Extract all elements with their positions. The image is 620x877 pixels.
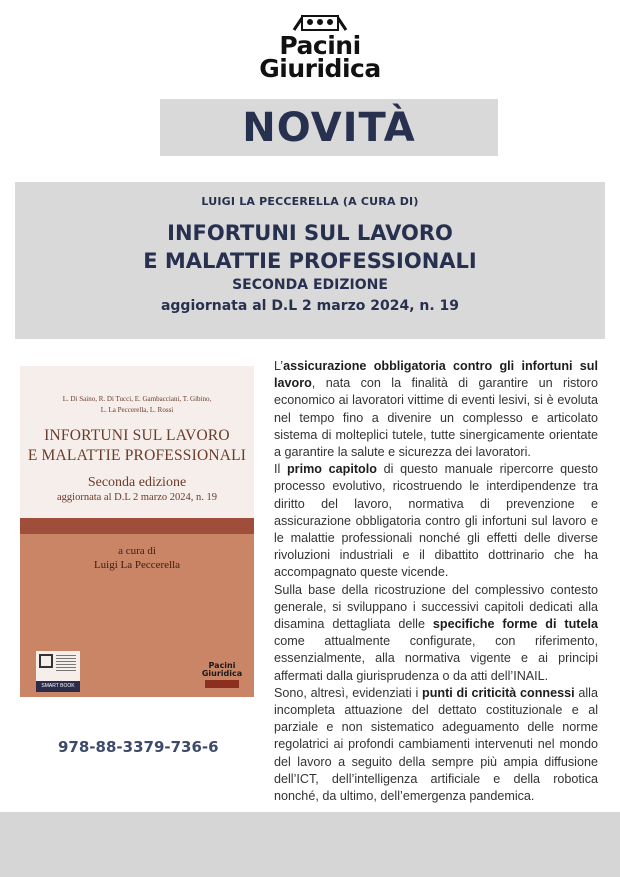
publisher-logo [250, 12, 390, 81]
footer-band [0, 812, 620, 877]
p4-highlight: punti di criticità connessi [422, 685, 575, 700]
smart-book-badge [36, 651, 80, 692]
p3-text-c: come attualmente configurate, con riferimento, essenzialmente, alla normativa vigente e ai principi affermati dalla giurisprudenza o da atti dell’INAIL. [274, 634, 598, 683]
book-description [274, 358, 598, 805]
book-cover [20, 366, 254, 697]
book-editor: LUIGI LA PECCERELLA (A CURA DI) [201, 195, 419, 208]
cover-logo-line2: Giuridica [201, 669, 243, 678]
book-header [15, 182, 605, 339]
cover-curated [20, 544, 254, 572]
p4-text-c: alla incompleta attuazione del dettato costituzionale e al parziale e non sistematico adeguamento delle norme regolatrici ai profondi cambiamenti intervenuti nel mondo del lavoro a seguito della sempre più ampia diffusione dell’ICT, dell’intelligenza artificiale e della robotica nonché, da ultimo, dell’emergenza pandemica. [274, 685, 598, 804]
cover-curated-line2: Luigi La Peccerella [93, 559, 181, 571]
cover-top [20, 366, 254, 518]
p1-text-a: L’ [274, 359, 284, 373]
description-paragraph [274, 358, 598, 461]
publisher-name-line1: Pacini [279, 31, 361, 60]
cover-title-line2: E MALATTIE PROFESSIONALI [27, 447, 247, 464]
book-title-line1: INFORTUNI SUL LAVORO [167, 221, 453, 245]
novelty-banner: NOVITÀ [160, 99, 498, 156]
cover-band [20, 518, 254, 534]
qr-code-icon [39, 654, 53, 668]
p2-text-a: Il [274, 462, 287, 477]
cover-title-line1: INFORTUNI SUL LAVORO [44, 427, 230, 444]
description-paragraph [274, 582, 598, 685]
book-updated: aggiornata al D.L 2 marzo 2024, n. 19 [160, 298, 460, 314]
book-edition: SECONDA EDIZIONE [232, 277, 388, 293]
book-title-line2: E MALATTIE PROFESSIONALI [143, 249, 477, 273]
p2-text-c: di questo manuale ripercorre questo processo evolutivo, ricostruendo le interdipendenze tra diritto del lavoro, normativa di prevenzione e assicurazione obbligatoria contro gli infortuni sul lavoro e le malattie professionali nonché gli effetti delle diverse rivoluzioni industriali e il dibattito dottrinario che ha accompagnato queste vicende. [274, 462, 598, 580]
badge-text-lines [56, 655, 76, 671]
p3-text-a: Sulla base della ricostruzione del complessivo contesto generale, si sviluppano i successivi capitoli dedicati alla disamina dettagliata delle [274, 582, 598, 632]
p2-highlight: primo capitolo [286, 462, 377, 477]
publisher-name-line2: Giuridica [259, 54, 381, 83]
cover-logo-tag [205, 680, 239, 688]
smart-book-label: SMART BOOK [36, 681, 80, 692]
p1-highlight: assicurazione obbligatoria contro gli infortuni sul lavoro [274, 359, 598, 391]
cover-publisher-logo [200, 662, 244, 688]
cover-curated-line1: a cura di [118, 545, 156, 557]
cover-edition: Seconda edizione [87, 475, 187, 490]
cover-authors [20, 394, 254, 416]
publisher-emblem-icon [290, 12, 350, 32]
isbn: 978-88-3379-736-6 [58, 738, 219, 756]
cover-authors-line2: L. La Peccerella, L. Rossi [100, 406, 174, 414]
cover-updated: aggiornata al D.L 2 marzo 2024, n. 19 [57, 492, 217, 503]
p1-text-c: , nata con la finalità di garantire un ristoro economico ai lavoratori vittime di eventi lesivi, si è evoluta nel tempo fino a divenire un complesso e articolato sistema di molteplici tutele, tutte sinergicamente orientate a garantire la salute e sicurezza dei lavoratori. [274, 376, 598, 460]
p4-text-a: Sono, altresì, evidenziati i [274, 685, 423, 700]
description-paragraph [274, 685, 598, 805]
cover-logo-line1: Pacini [208, 661, 236, 670]
p3-highlight: specifiche forme di tutela [432, 617, 598, 632]
cover-authors-line1: L. Di Saino, R. Di Tucci, E. Gambacciani, T. Gibino, [62, 395, 212, 403]
description-paragraph [274, 461, 598, 581]
cover-title [20, 426, 254, 466]
book-title [15, 219, 605, 275]
